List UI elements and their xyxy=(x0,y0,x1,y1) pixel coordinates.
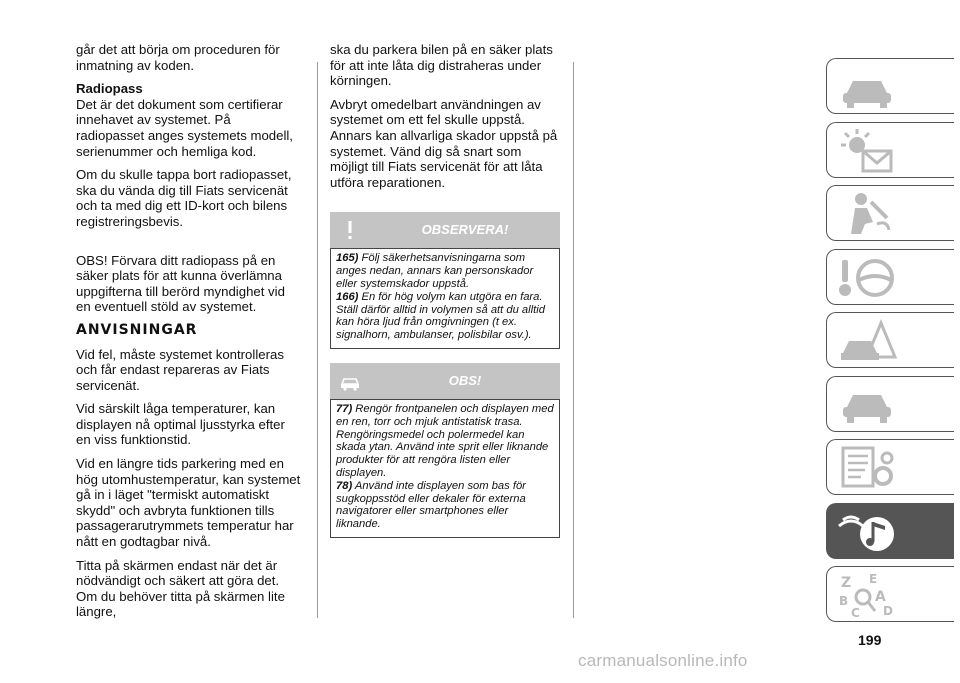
right-column xyxy=(330,42,560,538)
warning-item-1-number: 165) xyxy=(336,252,359,265)
anvisningar-heading: ANVISNINGAR xyxy=(76,321,198,338)
intro-paragraph: går det att börja om proceduren för inmatning av koden. xyxy=(76,42,280,73)
note-box-header xyxy=(330,363,560,399)
index-letter-b: B xyxy=(839,594,849,608)
note-item-1-number: 77) xyxy=(336,402,353,415)
radiopass-paragraph-2: Om du skulle tappa bort radiopasset, ska du vända dig till Fiats servicenät och ta med dig ett ID-kort och bilens registreringsbevis. xyxy=(76,167,292,229)
page-number: 199 xyxy=(858,632,882,648)
index-letter-a: A xyxy=(875,589,886,605)
left-column xyxy=(76,42,302,628)
warning-exclamation-icon xyxy=(338,218,362,242)
warning-box-title: OBSERVERA! xyxy=(421,222,509,238)
anvisningar-paragraph-2: Vid särskilt låga temperaturer, kan displayen nå optimal ljusstyrka efter en viss funktionstid. xyxy=(76,401,285,448)
warning-item-1-text: Följ säkerhetsanvisningarna som anges nedan, annars kan personskador eller systemskador uppstå. xyxy=(336,252,534,290)
alphabetical-index-icon xyxy=(837,571,899,619)
car-damage-icon xyxy=(338,369,362,393)
note-item-1-text: Rengör frontpanelen och displayen med en ren, torr och mjuk antistatisk trasa. Rengöringsmedel och polermedel kan skada ytan. Använd inte sprit eller liknande produkter för att rengöra listen eller displayen. xyxy=(336,402,554,479)
column-divider-2 xyxy=(573,62,574,618)
tab-car[interactable] xyxy=(826,58,954,114)
car-service-icon xyxy=(837,381,899,429)
index-letter-z: Z xyxy=(841,575,852,591)
tab-multimedia[interactable] xyxy=(826,503,954,559)
tab-safety[interactable] xyxy=(826,185,954,241)
warning-item-2-text: En för hög volym kan utgöra en fara. Ställ därför alltid in volymen så att du alltid kan höra ljud från omgivningen (t ex. signalhorn, ambulanser, polisbilar osv.). xyxy=(336,290,545,342)
tab-warning-lights[interactable] xyxy=(826,122,954,178)
anvisningar-paragraph-4: Titta på skärmen endast när det är nödvändigt och säkert att göra det. Om du behöver titta på skärmen lite längre, xyxy=(76,557,285,620)
note-box-body xyxy=(330,399,560,538)
steering-wheel-key-icon xyxy=(837,254,899,302)
warning-box-body xyxy=(330,248,560,349)
watermark: carmanualsonline.info xyxy=(578,651,748,670)
multimedia-music-icon xyxy=(837,508,899,556)
column-divider-1 xyxy=(317,62,318,618)
index-letter-e: E xyxy=(869,572,878,586)
anvisningar-paragraph-3: Vid en längre tids parkering med en hög utomhustemperatur, kan systemet gå in i läget "termiskt automatiskt skydd" och avbryta funktionen tills passagerarutrymmets temperatur har nått en godtagbar nivå. xyxy=(76,456,301,550)
anvisningar-paragraph-1: Vid fel, måste systemet kontrolleras och får endast repareras av Fiats servicenät. xyxy=(76,346,284,393)
tab-emergency[interactable] xyxy=(826,312,954,368)
warning-lights-message-icon xyxy=(837,127,899,175)
index-letter-d: D xyxy=(883,604,893,618)
note-item-1 xyxy=(336,403,554,480)
technical-data-icon xyxy=(837,444,899,492)
tab-starting-driving[interactable] xyxy=(826,249,954,305)
tab-maintenance[interactable] xyxy=(826,376,954,432)
column2-paragraph-1: ska du parkera bilen på en säker plats för att inte låta dig distraheras under körningen. xyxy=(330,42,553,89)
tab-index[interactable] xyxy=(826,566,954,622)
tab-technical-data[interactable] xyxy=(826,439,954,495)
warning-box-header xyxy=(330,212,560,248)
warning-item-2-number: 166) xyxy=(336,290,359,303)
radiopass-paragraph-1: Det är det dokument som certifierar innehavet av systemet. På radiopasset anges systemets modell, serienummer och hemliga kod. xyxy=(76,96,293,159)
warning-item-2 xyxy=(336,291,554,342)
car-icon xyxy=(837,63,899,111)
seat-airbag-icon xyxy=(837,190,899,238)
emergency-triangle-icon xyxy=(837,317,899,365)
note-item-2 xyxy=(336,480,554,531)
chapter-tabs xyxy=(826,58,956,630)
column2-paragraph-2: Avbryt omedelbart användningen av systemet om ett fel skulle uppstå. Annars kan allvarliga skador uppstå på systemet. Vänd dig så snart som möjligt till Fiats servicenät för att låta utföra reparationen. xyxy=(330,96,558,190)
radiopass-heading: Radiopass xyxy=(76,81,143,97)
note-item-2-text: Använd inte displayen som bas för sugkoppsstöd eller dekaler för externa navigatorer eller smartphones eller liknande. xyxy=(336,479,526,531)
note-box-title: OBS! xyxy=(448,372,482,388)
warning-item-1 xyxy=(336,252,554,290)
radiopass-paragraph-3: OBS! Förvara ditt radiopass på en säker plats för att kunna överlämna uppgifterna till berörd myndighet vid en eventuell stöld av systemet. xyxy=(76,252,285,315)
index-letter-c: C xyxy=(851,606,860,619)
note-item-2-number: 78) xyxy=(336,479,353,492)
